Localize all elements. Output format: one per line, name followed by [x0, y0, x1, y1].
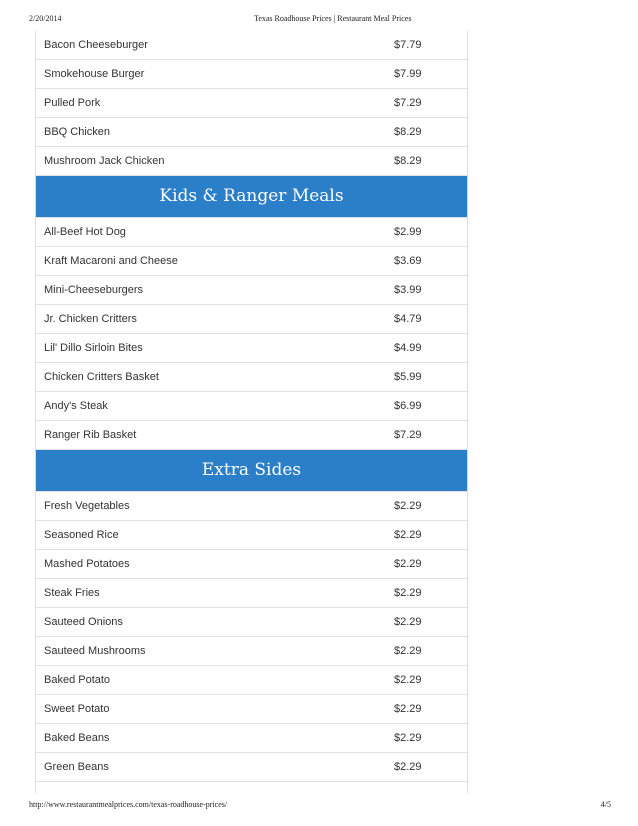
- sides-group: [36, 492, 467, 782]
- item-price: $6.99: [394, 400, 422, 412]
- item-name: Bacon Cheeseburger: [44, 39, 148, 51]
- item-name: Ranger Rib Basket: [44, 429, 137, 441]
- item-name: Baked Potato: [44, 674, 111, 686]
- table-continuation: [36, 782, 467, 793]
- table-row: [36, 421, 467, 450]
- item-price: $3.69: [394, 255, 422, 267]
- item-name: Mushroom Jack Chicken: [44, 155, 165, 167]
- item-price: $4.99: [394, 342, 422, 354]
- item-price: $2.29: [394, 732, 422, 744]
- table-row: [36, 666, 467, 695]
- item-name: Seasoned Rice: [44, 529, 119, 541]
- page-number: 4/5: [600, 800, 611, 809]
- table-row: [36, 60, 467, 89]
- item-price: $8.29: [394, 126, 422, 138]
- page-url: http://www.restaurantmealprices.com/texas-roadhouse-prices/: [29, 800, 228, 809]
- item-price: $7.29: [394, 429, 422, 441]
- table-row: [36, 753, 467, 782]
- item-price: $2.29: [394, 529, 422, 541]
- table-row: [36, 363, 467, 392]
- item-name: Mini-Cheeseburgers: [44, 284, 144, 296]
- table-row: [36, 31, 467, 60]
- table-row: [36, 637, 467, 666]
- table-row: [36, 118, 467, 147]
- table-row: [36, 334, 467, 363]
- item-price: $3.99: [394, 284, 422, 296]
- burgers-group: [36, 31, 467, 176]
- table-row: [36, 218, 467, 247]
- item-name: Mashed Potatoes: [44, 558, 130, 570]
- table-row: [36, 608, 467, 637]
- table-row: [36, 89, 467, 118]
- table-row: [36, 305, 467, 334]
- item-name: Sauteed Onions: [44, 616, 123, 628]
- item-price: $7.99: [394, 68, 422, 80]
- print-date: 2/20/2014: [29, 14, 62, 23]
- item-price: $7.29: [394, 97, 422, 109]
- item-price: $2.29: [394, 674, 422, 686]
- section-header-kids: Kids & Ranger Meals: [36, 176, 467, 218]
- item-price: $5.99: [394, 371, 422, 383]
- item-name: Fresh Vegetables: [44, 500, 130, 512]
- item-name: BBQ Chicken: [44, 126, 111, 138]
- price-table: [35, 31, 468, 793]
- item-name: Green Beans: [44, 761, 109, 773]
- table-row: [36, 392, 467, 421]
- print-header: [0, 12, 638, 26]
- item-price: $8.29: [394, 155, 422, 167]
- table-row: [36, 695, 467, 724]
- item-name: Kraft Macaroni and Cheese: [44, 255, 178, 267]
- item-name: Chicken Critters Basket: [44, 371, 159, 383]
- item-name: All-Beef Hot Dog: [44, 226, 126, 238]
- item-name: Lil' Dillo Sirloin Bites: [44, 342, 143, 354]
- item-price: $2.29: [394, 500, 422, 512]
- item-name: Sweet Potato: [44, 703, 110, 715]
- item-name: Steak Fries: [44, 587, 100, 599]
- item-price: $2.29: [394, 703, 422, 715]
- item-price: $2.29: [394, 558, 422, 570]
- item-name: Andy's Steak: [44, 400, 108, 412]
- section-header-sides: Extra Sides: [36, 450, 467, 492]
- table-row: [36, 247, 467, 276]
- table-row: [36, 521, 467, 550]
- print-title: Texas Roadhouse Prices | Restaurant Meal Prices: [254, 14, 412, 23]
- table-row: [36, 550, 467, 579]
- table-row: [36, 579, 467, 608]
- item-price: $2.29: [394, 761, 422, 773]
- item-name: Jr. Chicken Critters: [44, 313, 137, 325]
- item-name: Sauteed Mushrooms: [44, 645, 146, 657]
- table-row: [36, 492, 467, 521]
- table-row: [36, 724, 467, 753]
- item-name: Baked Beans: [44, 732, 110, 744]
- item-price: $2.29: [394, 616, 422, 628]
- item-price: $7.79: [394, 39, 422, 51]
- table-row: [36, 147, 467, 176]
- print-footer: [0, 798, 638, 812]
- item-price: $2.29: [394, 587, 422, 599]
- kids-group: [36, 218, 467, 450]
- item-name: Pulled Pork: [44, 97, 101, 109]
- item-price: $2.99: [394, 226, 422, 238]
- table-row: [36, 276, 467, 305]
- item-price: $2.29: [394, 645, 422, 657]
- item-price: $4.79: [394, 313, 422, 325]
- item-name: Smokehouse Burger: [44, 68, 145, 80]
